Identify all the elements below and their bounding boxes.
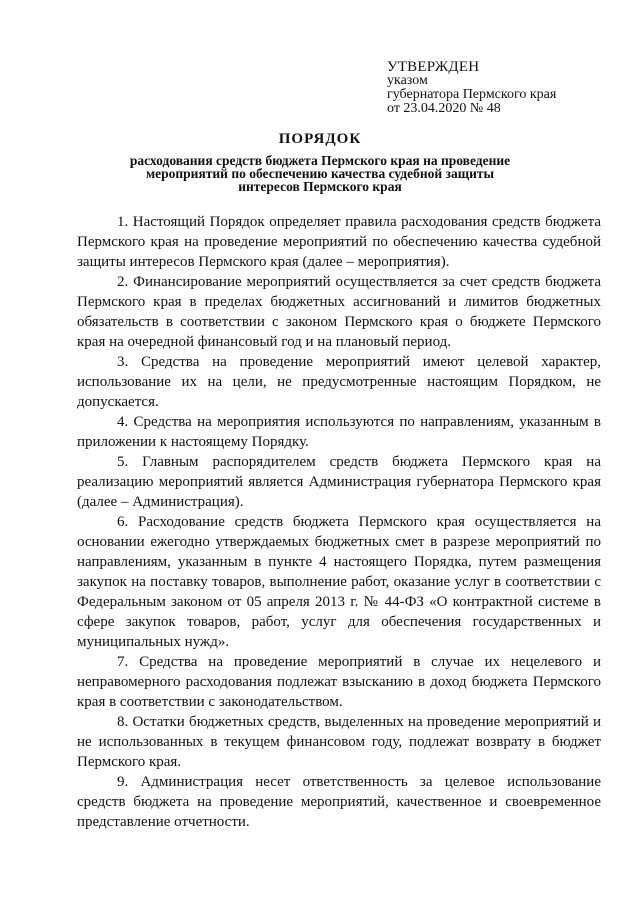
- approval-line-governor: губернатора Пермского края: [387, 87, 557, 102]
- document-subtitle: [0, 154, 640, 193]
- paragraph-9: 9. Администрация несет ответственность за целевое использование средств бюджета на проведение мероприятий, качественное и своевременное представление отчетности.: [77, 774, 601, 830]
- approval-block: [387, 60, 556, 116]
- paragraph-7: 7. Средства на проведение мероприятий в случае их нецелевого и неправомерного расходования подлежат взысканию в доход бюджета Пермского края в соответствии с законодательством.: [77, 654, 601, 710]
- paragraph-6: 6. Расходование средств бюджета Пермского края осуществляется на основании ежегодно утверждаемых бюджетных смет в разрезе мероприятий по направлениям, указанным в пункте 4 настоящего Порядка, путем размещения закупок на поставку товаров, выполнение работ, оказание услуг в соответствии с Федеральным законом от 05 апреля 2013 г. № 44-ФЗ «О контрактной системе в сфере закупок товаров, работ, услуг для обеспечения государственных и муниципальных нужд».: [77, 514, 601, 650]
- document-body: [77, 212, 601, 832]
- paragraph-2: 2. Финансирование мероприятий осуществляется за счет средств бюджета Пермского края в пределах бюджетных ассигнований и лимитов бюджетных обязательств в соответствии с законом Пермского края о бюджете Пермского края на очередной финансовый год и на плановый период.: [77, 274, 601, 350]
- subtitle-line: интересов Пермского края: [238, 179, 402, 194]
- document-title: ПОРЯДОК: [278, 131, 362, 147]
- approval-line-date: от 23.04.2020 № 48: [387, 101, 501, 116]
- paragraph-4: 4. Средства на мероприятия используются по направлениям, указанным в приложении к настоящему Порядку.: [77, 414, 601, 450]
- paragraph-8: 8. Остатки бюджетных средств, выделенных на проведение мероприятий и не использованных в текущем финансовом году, подлежат возврату в бюджет Пермского края.: [77, 714, 601, 770]
- subtitle-line: мероприятий по обеспечению качества судебной защиты: [145, 166, 495, 181]
- paragraph-5: 5. Главным распорядителем средств бюджета Пермского края на реализацию мероприятий является Администрация губернатора Пермского края (далее – Администрация).: [77, 454, 601, 510]
- approval-heading: УТВЕРЖДЕН: [387, 59, 480, 75]
- paragraph-3: 3. Средства на проведение мероприятий имеют целевой характер, использование их на цели, не предусмотренные настоящим Порядком, не допускается.: [77, 354, 601, 410]
- subtitle-line: расходования средств бюджета Пермского края на проведение: [129, 153, 511, 168]
- paragraph-1: 1. Настоящий Порядок определяет правила расходования средств бюджета Пермского края на проведение мероприятий по обеспечению качества судебной защиты интересов Пермского края (далее – мероприятия).: [77, 214, 601, 270]
- approval-line-decree: указом: [387, 73, 428, 88]
